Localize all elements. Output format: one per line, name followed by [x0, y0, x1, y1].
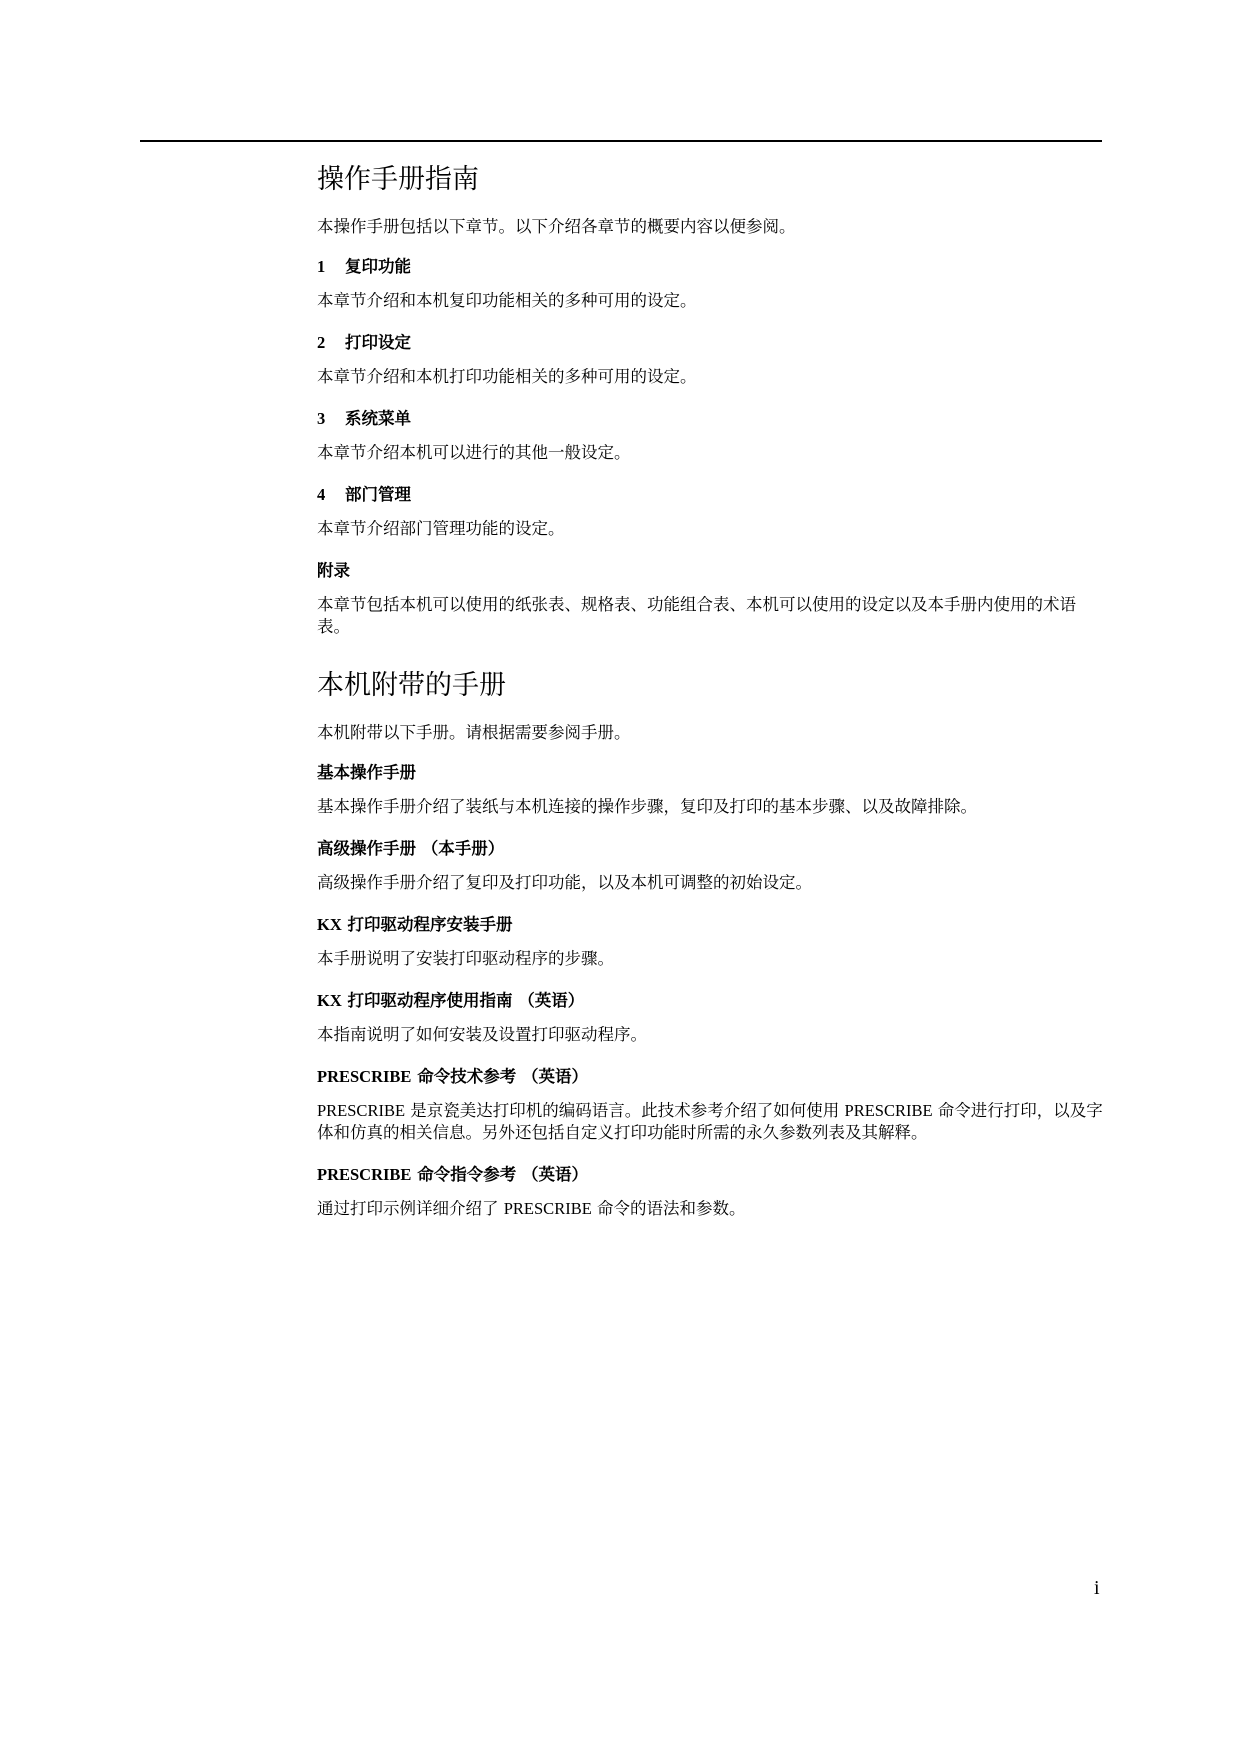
- chapter-description: 本章节介绍本机可以进行的其他一般设定。: [317, 443, 631, 462]
- manual-title: [317, 1162, 1107, 1188]
- manual-title-rest: 打印驱动程序使用指南 （英语）: [341, 991, 585, 1010]
- page-content: [317, 160, 1107, 1238]
- chapter-description: 本章节介绍部门管理功能的设定。: [317, 519, 565, 538]
- manual-title: [317, 988, 1107, 1014]
- description-latin: PRESCRIBE: [503, 1199, 592, 1218]
- chapter-number: 2: [317, 333, 326, 352]
- manual-title: [317, 1064, 1107, 1090]
- chapter-number: 1: [317, 257, 326, 276]
- manual-title-latin: KX: [317, 915, 342, 934]
- chapter-entry: [317, 406, 1107, 464]
- manual-title-latin: KX: [317, 991, 342, 1010]
- manual-title: 基本操作手册: [317, 763, 416, 782]
- manual-title: [317, 912, 1107, 938]
- manual-entry: [317, 836, 1107, 894]
- page-number: i: [1094, 1577, 1100, 1599]
- manual-title-rest: 打印驱动程序安装手册: [341, 915, 513, 934]
- chapter-title: 系统菜单: [345, 409, 411, 428]
- chapter-number: 3: [317, 409, 326, 428]
- appendix-title: 附录: [317, 561, 350, 580]
- chapter-number: 4: [317, 485, 326, 504]
- chapter-entry: [317, 482, 1107, 540]
- description-text: 通过打印示例详细介绍了: [317, 1199, 504, 1218]
- description-text: 命令的语法和参数。: [591, 1199, 746, 1218]
- manual-title-latin: PRESCRIBE: [317, 1067, 412, 1086]
- chapter-entry: [317, 330, 1107, 388]
- description-latin: PRESCRIBE: [317, 1101, 406, 1120]
- description-latin: PRESCRIBE: [844, 1101, 933, 1120]
- chapter-entry: [317, 254, 1107, 312]
- chapter-title: 部门管理: [345, 485, 411, 504]
- chapter-description: 本章节介绍和本机打印功能相关的多种可用的设定。: [317, 367, 697, 386]
- header-rule: [140, 140, 1102, 142]
- chapter-title: 复印功能: [345, 257, 411, 276]
- manual-description: 本手册说明了安装打印驱动程序的步骤。: [317, 949, 614, 968]
- manual-description: [317, 1100, 1107, 1144]
- manual-entry: [317, 760, 1107, 818]
- manual-description: 本指南说明了如何安装及设置打印驱动程序。: [317, 1025, 647, 1044]
- guide-title: 操作手册指南: [317, 164, 479, 195]
- chapter-description: 本章节介绍和本机复印功能相关的多种可用的设定。: [317, 291, 697, 310]
- manual-title-rest: 命令技术参考 （英语）: [411, 1067, 588, 1086]
- appendix-description: 本章节包括本机可以使用的纸张表、规格表、功能组合表、本机可以使用的设定以及本手册内使用的术语表。: [317, 595, 1076, 636]
- manual-title-rest: 命令指令参考 （英语）: [411, 1165, 588, 1184]
- manuals-title: 本机附带的手册: [317, 670, 506, 701]
- chapter-title: 打印设定: [345, 333, 411, 352]
- manual-title: 高级操作手册 （本手册）: [317, 839, 505, 858]
- manual-entry: [317, 1064, 1107, 1144]
- appendix-entry: [317, 558, 1107, 638]
- manual-title-latin: PRESCRIBE: [317, 1165, 412, 1184]
- manual-entry: [317, 1162, 1107, 1220]
- description-text: 是京瓷美达打印机的编码语言。此技术参考介绍了如何使用: [405, 1101, 845, 1120]
- guide-intro: 本操作手册包括以下章节。以下介绍各章节的概要内容以便参阅。: [317, 217, 796, 236]
- manual-entry: [317, 912, 1107, 970]
- manual-description: [317, 1198, 1107, 1220]
- manual-description: 基本操作手册介绍了装纸与本机连接的操作步骤，复印及打印的基本步骤、以及故障排除。: [317, 797, 977, 816]
- manuals-intro: 本机附带以下手册。请根据需要参阅手册。: [317, 723, 631, 742]
- manual-entry: [317, 988, 1107, 1046]
- description-text: 命令进行打印，以及字体和仿真的相关信息。另外还包括自定义打印功能时所需的永久参数列表及其解释。: [317, 1101, 1103, 1142]
- manual-description: 高级操作手册介绍了复印及打印功能，以及本机可调整的初始设定。: [317, 873, 812, 892]
